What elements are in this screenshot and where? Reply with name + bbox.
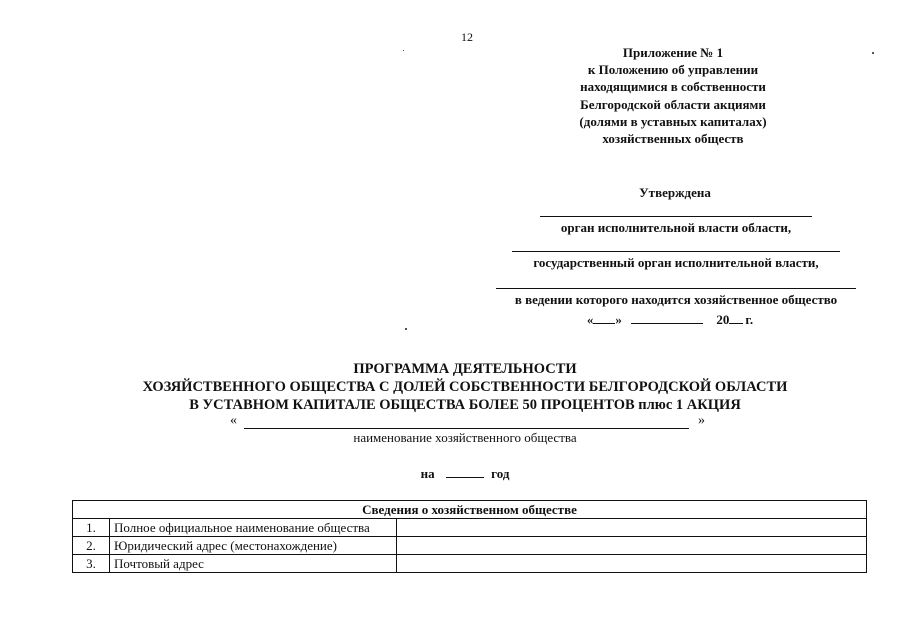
row-value: [397, 519, 867, 537]
approval-caption-state-authority: государственный орган исполнительной власти,: [533, 255, 819, 270]
table-header-row: [73, 501, 867, 519]
name-close-quote: »: [698, 413, 705, 428]
row-label: Полное официальное наименование общества: [110, 519, 397, 537]
appendix-line: (долями в уставных капиталах): [579, 113, 767, 129]
company-name-caption: наименование хозяйственного общества: [353, 430, 577, 445]
approval-caption-jurisdiction: в ведении которого находится хозяйственное общество: [514, 292, 838, 307]
appendix-header: [548, 44, 798, 147]
table-row: [73, 537, 867, 555]
appendix-line: к Положению об управлении: [587, 62, 759, 78]
year-blank: [729, 312, 743, 324]
row-label: Юридический адрес (местонахождение): [110, 537, 397, 555]
company-info-table: [72, 500, 867, 573]
name-blank-line: [244, 428, 689, 429]
appendix-line: Приложение № 1: [622, 45, 724, 60]
month-blank: [631, 312, 703, 324]
program-year-suffix: год: [491, 466, 510, 481]
program-year-blank: [446, 466, 484, 478]
date-open-quote: «: [586, 312, 594, 327]
approval-title: Утверждена: [639, 185, 711, 200]
approval-date: [540, 312, 800, 328]
appendix-line: хозяйственных обществ: [602, 131, 744, 147]
company-name-field: [230, 413, 705, 431]
program-title-line: ХОЗЯЙСТВЕННОГО ОБЩЕСТВА С ДОЛЕЙ СОБСТВЕННОСТИ БЕЛГОРОДСКОЙ ОБЛАСТИ: [142, 379, 788, 395]
row-label: Почтовый адрес: [110, 555, 397, 573]
program-year-prefix: на: [420, 466, 435, 481]
year-prefix: 20: [716, 312, 730, 327]
table-header: Сведения о хозяйственном обществе: [73, 501, 867, 519]
scan-dot: [405, 328, 407, 330]
signature-line: [512, 251, 840, 252]
day-blank: [593, 312, 615, 324]
row-number: 2.: [73, 537, 110, 555]
scan-dot: [403, 50, 404, 51]
appendix-line: Белгородской области акциями: [580, 96, 766, 112]
program-title: [60, 360, 870, 414]
year-suffix: г.: [745, 312, 754, 327]
table-row: [73, 555, 867, 573]
program-year: [395, 466, 535, 482]
name-open-quote: «: [230, 413, 237, 428]
page-number: 12: [461, 30, 473, 44]
signature-line: [540, 216, 812, 217]
signature-line: [496, 288, 856, 289]
row-number: 1.: [73, 519, 110, 537]
program-title-line: ПРОГРАММА ДЕЯТЕЛЬНОСТИ: [353, 361, 577, 377]
date-close-quote: »: [615, 312, 622, 327]
row-number: 3.: [73, 555, 110, 573]
program-title-line: В УСТАВНОМ КАПИТАЛЕ ОБЩЕСТВА БОЛЕЕ 50 ПРОЦЕНТОВ плюс 1 АКЦИЯ: [189, 397, 741, 413]
appendix-line: находящимися в собственности: [580, 79, 766, 95]
table-row: [73, 519, 867, 537]
row-value: [397, 537, 867, 555]
scan-dot: [872, 52, 874, 54]
approval-caption-authority: орган исполнительной власти области,: [560, 220, 792, 235]
row-value: [397, 555, 867, 573]
